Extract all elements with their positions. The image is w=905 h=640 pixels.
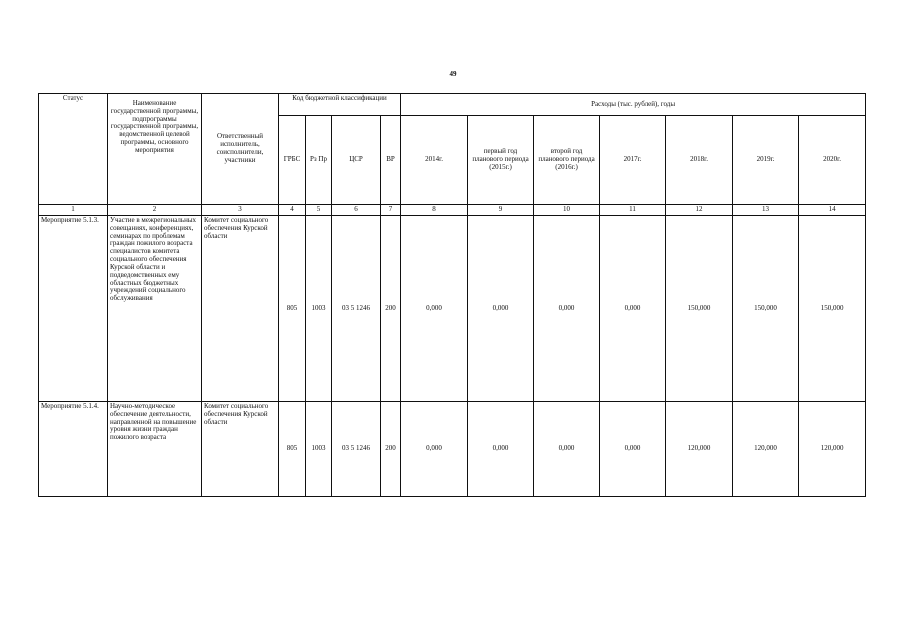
column-number: 7 — [381, 205, 401, 216]
header-grbs: ГРБС — [279, 116, 306, 205]
row-executor: Комитет социального обеспечения Курской области — [202, 216, 279, 402]
header-name: Наименование государственной программы, подпрограммы государственной программы, ведомственной целевой программы, основного мероприятия — [108, 94, 202, 205]
row-value-2016: 0,000 — [534, 216, 600, 402]
row-grbs: 805 — [279, 402, 306, 497]
header-2015: первый год планового периода (2015г.) — [468, 116, 534, 205]
column-number: 14 — [799, 205, 866, 216]
row-value-2020: 120,000 — [799, 402, 866, 497]
row-value-2019: 120,000 — [733, 402, 799, 497]
column-number: 8 — [401, 205, 468, 216]
row-value-2018: 150,000 — [666, 216, 733, 402]
row-value-2017: 0,000 — [600, 216, 666, 402]
row-status: Мероприятие 5.1.4. — [39, 402, 108, 497]
header-csr: ЦСР — [332, 116, 381, 205]
header-2017: 2017г. — [600, 116, 666, 205]
column-number: 6 — [332, 205, 381, 216]
row-value-2018: 120,000 — [666, 402, 733, 497]
row-csr: 03 5 1246 — [332, 216, 381, 402]
page-number: 49 — [449, 70, 457, 78]
header-executor: Ответственный исполнитель, соисполнители, участники — [202, 94, 279, 205]
column-number: 13 — [733, 205, 799, 216]
header-budget-code: Код бюджетной классификации — [279, 94, 401, 116]
header-rzpr: Рз Пр — [306, 116, 332, 205]
row-csr: 03 5 1246 — [332, 402, 381, 497]
column-number: 2 — [108, 205, 202, 216]
row-value-2014: 0,000 — [401, 402, 468, 497]
column-number: 11 — [600, 205, 666, 216]
column-number: 9 — [468, 205, 534, 216]
row-value-2020: 150,000 — [799, 216, 866, 402]
row-value-2014: 0,000 — [401, 216, 468, 402]
row-rzpr: 1003 — [306, 216, 332, 402]
row-name: Научно-методическое обеспечение деятельности, направленной на повышение уровня жизни граждан пожилого возраста — [108, 402, 202, 497]
header-2014: 2014г. — [401, 116, 468, 205]
row-grbs: 805 — [279, 216, 306, 402]
row-vr: 200 — [381, 402, 401, 497]
row-value-2015: 0,000 — [468, 216, 534, 402]
row-value-2017: 0,000 — [600, 402, 666, 497]
row-value-2019: 150,000 — [733, 216, 799, 402]
column-number: 12 — [666, 205, 733, 216]
header-2019: 2019г. — [733, 116, 799, 205]
table-row — [39, 216, 866, 402]
header-vr: ВР — [381, 116, 401, 205]
table-row — [39, 402, 866, 497]
row-status: Мероприятие 5.1.3. — [39, 216, 108, 402]
header-expenses: Расходы (тыс. рублей), годы — [401, 94, 866, 116]
budget-table — [38, 93, 866, 497]
column-number: 1 — [39, 205, 108, 216]
column-number: 10 — [534, 205, 600, 216]
row-vr: 200 — [381, 216, 401, 402]
header-2016: второй год планового периода (2016г.) — [534, 116, 600, 205]
header-status: Статус — [39, 94, 108, 205]
row-rzpr: 1003 — [306, 402, 332, 497]
column-number: 5 — [306, 205, 332, 216]
column-number: 3 — [202, 205, 279, 216]
row-name: Участие в межрегиональных совещаниях, конференциях, семинарах по проблемам граждан пожилого возраста специалистов комитета социального обеспечения Курской области и подведомственных ему областных бюджетных учреждений социального обслуживания — [108, 216, 202, 402]
row-value-2016: 0,000 — [534, 402, 600, 497]
header-2018: 2018г. — [666, 116, 733, 205]
row-value-2015: 0,000 — [468, 402, 534, 497]
column-number: 4 — [279, 205, 306, 216]
column-numbers-row — [39, 205, 866, 216]
row-executor: Комитет социального обеспечения Курской области — [202, 402, 279, 497]
header-2020: 2020г. — [799, 116, 866, 205]
